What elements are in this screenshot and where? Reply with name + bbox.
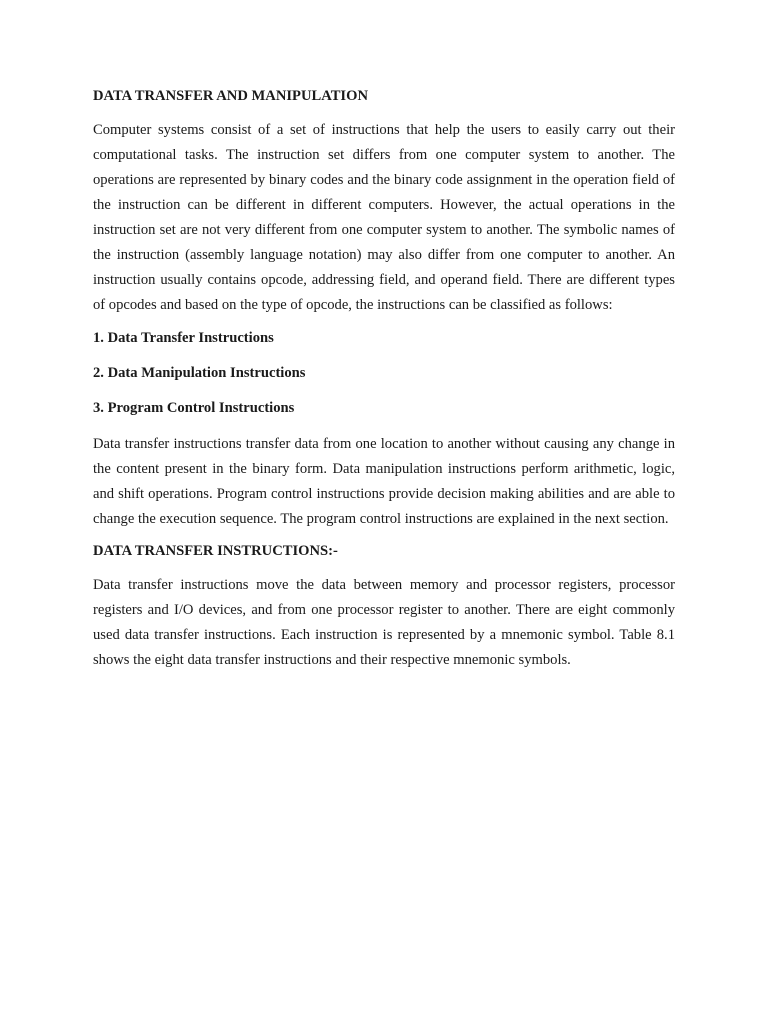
instruction-category-list (93, 327, 675, 420)
category-item-data-transfer: 1. Data Transfer Instructions (93, 330, 274, 346)
overview-paragraph: Data transfer instructions transfer data from one location to another without causing any change in the content present in the binary form. Data manipulation instructions perform arithmetic, logic, and shift operations. Program control instructions provide decision making abilities and are able to change the execution sequence. The program control instructions are explained in the next section. (93, 436, 675, 527)
document-page (93, 86, 675, 682)
intro-paragraph: Computer systems consist of a set of instructions that help the users to easily carry out their computational tasks. The instruction set differs from one computer system to another. The operations are represented by binary codes and the binary code assignment in the operation field of the instruction can be different in different computers. However, the actual operations in the instruction set are not very different from one computer system to another. The symbolic names of the instruction (assembly language notation) may also differ from one computer to another. An instruction usually contains opcode, addressing field, and operand field. There are different types of opcodes and based on the type of opcode, the instructions can be classified as follows: (93, 122, 675, 313)
category-item-data-manipulation: 2. Data Manipulation Instructions (93, 365, 306, 381)
data-transfer-paragraph: Data transfer instructions move the data between memory and processor registers, processor registers and I/O devices, and from one processor register to another. There are eight commonly used data transfer instructions. Each instruction is represented by a mnemonic symbol. Table 8.1 shows the eight data transfer instructions and their respective mnemonic symbols. (93, 577, 675, 668)
document-title: DATA TRANSFER AND MANIPULATION (93, 88, 369, 104)
category-item-program-control: 3. Program Control Instructions (93, 400, 295, 416)
section-heading-data-transfer: DATA TRANSFER INSTRUCTIONS:- (93, 543, 338, 559)
